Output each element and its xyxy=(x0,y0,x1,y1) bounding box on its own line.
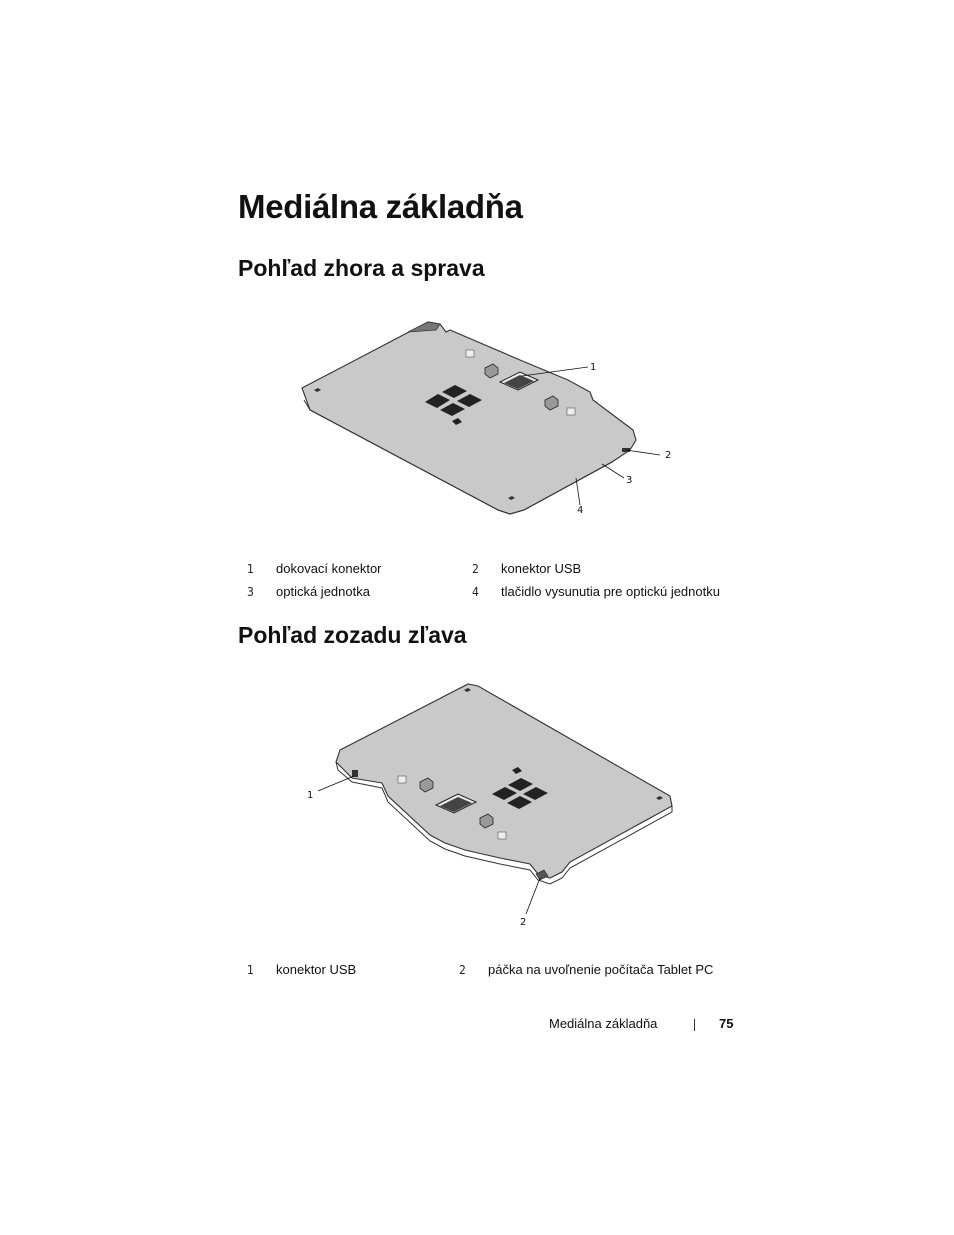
page-title: Mediálna základňa xyxy=(238,188,523,225)
legend-label: tlačidlo vysunutia pre optickú jednotku xyxy=(501,584,720,599)
footer-separator xyxy=(694,1019,695,1031)
page-number: 75 xyxy=(719,1016,734,1031)
legend-label: konektor USB xyxy=(501,561,582,576)
legend-number: 2 xyxy=(459,963,466,977)
legend-number: 1 xyxy=(247,963,254,977)
legend-label: optická jednotka xyxy=(276,584,370,599)
callout-2: 2 xyxy=(665,450,672,461)
legend-number: 3 xyxy=(247,585,254,599)
legend-label: páčka na uvoľnenie počítača Tablet PC xyxy=(488,962,714,977)
legend-number: 2 xyxy=(472,562,479,576)
section-heading-top-right-view: Pohľad zhora a sprava xyxy=(238,255,485,281)
usb-port-icon xyxy=(352,770,358,777)
footer-chapter-title: Mediálna základňa xyxy=(549,1016,658,1031)
media-base-top-right-illustration xyxy=(290,310,680,530)
media-base-back-left-illustration xyxy=(300,678,690,940)
legend-number: 1 xyxy=(247,562,254,576)
callout-1: 1 xyxy=(590,362,597,373)
callout-2: 2 xyxy=(520,917,527,928)
section-heading-back-left-view: Pohľad zozadu zľava xyxy=(238,622,467,648)
legend-label: konektor USB xyxy=(276,962,357,977)
callout-1: 1 xyxy=(307,790,314,801)
legend-label: dokovací konektor xyxy=(276,561,382,576)
callout-4: 4 xyxy=(577,505,584,516)
callout-3: 3 xyxy=(626,475,633,486)
legend-number: 4 xyxy=(472,585,479,599)
